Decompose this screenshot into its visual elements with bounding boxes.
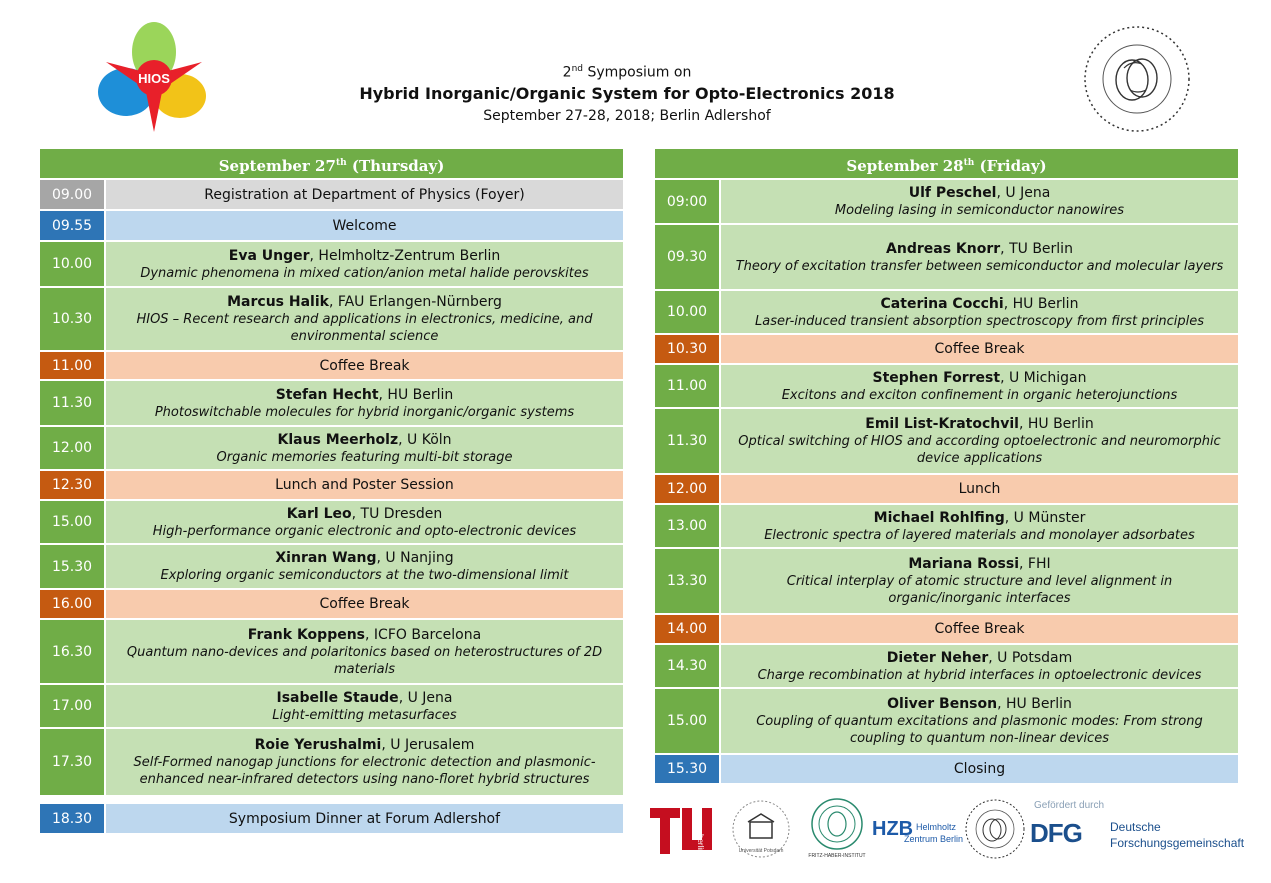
schedule-row: [655, 689, 1238, 753]
schedule-row: [655, 225, 1238, 289]
dfg-logo-sub1: Deutsche: [1110, 820, 1161, 834]
schedule-row: [40, 288, 623, 350]
session-label: Coffee Break: [721, 615, 1238, 643]
speaker-name: Mariana Rossi: [908, 556, 1020, 572]
schedule-row: [655, 505, 1238, 547]
speaker-name: Stefan Hecht: [275, 386, 379, 403]
schedule-row: [40, 180, 623, 209]
speaker: [735, 295, 1224, 313]
speaker-name: Karl Leo: [286, 505, 352, 522]
speaker: [120, 736, 609, 754]
humboldt-seal-small-icon: [964, 798, 1026, 860]
speaker-name: Emil List-Kratochvil: [865, 416, 1019, 432]
session-label: Welcome: [106, 211, 623, 240]
speaker-affiliation: , U Köln: [398, 431, 452, 448]
session-time: 15.30: [40, 545, 104, 588]
schedule-row: [40, 471, 623, 499]
talk-cell: [721, 689, 1238, 753]
speaker-affiliation: , FAU Erlangen-Nürnberg: [328, 294, 502, 310]
talk-title: Self-Formed nanogap junctions for electronic detection and plasmonic-enhanced near-infrared detectors using nano-floret hybrid structures: [133, 755, 596, 787]
speaker-affiliation: , HU Berlin: [378, 386, 454, 403]
speaker-affiliation: , ICFO Barcelona: [365, 626, 482, 643]
speaker-name: Andreas Knorr: [886, 240, 1001, 257]
dfg-funded-by: Gefördert durch: [1034, 800, 1105, 811]
humboldt-seal-icon: [1082, 24, 1192, 134]
session-time: 12.30: [40, 471, 104, 499]
speaker-affiliation: , U Münster: [1004, 509, 1086, 526]
speaker: [120, 247, 609, 265]
speaker: [120, 293, 609, 311]
talk-cell: [106, 620, 623, 683]
schedule-row: [655, 335, 1238, 363]
talk-cell: [106, 545, 623, 588]
schedule-row: [40, 352, 623, 379]
speaker-name: Marcus Halik: [227, 294, 329, 310]
speaker-name: Frank Koppens: [247, 626, 366, 643]
session-label: Coffee Break: [721, 335, 1238, 363]
talk-cell: [721, 645, 1238, 687]
symposium-title: Hybrid Inorganic/Organic System for Opto-Electronics 2018: [359, 83, 895, 103]
schedule-row: [40, 427, 623, 469]
session-time: 10.30: [40, 288, 104, 350]
speaker-name: Oliver Benson: [887, 696, 998, 712]
talk-cell: [106, 685, 623, 727]
schedule-row: [655, 365, 1238, 407]
session-time: 12.00: [40, 427, 104, 469]
talk-title: Excitons and exciton confinement in organic heterojunctions: [781, 387, 1178, 403]
potsdam-logo-text: Universität Potsdam: [738, 848, 784, 854]
session-time: 14.30: [655, 645, 719, 687]
schedule-row: [40, 211, 623, 240]
speaker-name: Caterina Cocchi: [880, 295, 1004, 312]
session-label: Lunch and Poster Session: [106, 471, 623, 499]
talk-cell: [721, 180, 1238, 223]
header-text: [320, 60, 934, 126]
talk-title: Light-emitting metasurfaces: [272, 707, 457, 723]
speaker-affiliation: , TU Berlin: [1000, 240, 1073, 257]
speaker-name: Stephen Forrest: [872, 369, 1001, 386]
session-time: 13.30: [655, 549, 719, 613]
session-time: 09.30: [655, 225, 719, 289]
talk-cell: [721, 409, 1238, 473]
talk-cell: [106, 288, 623, 350]
talk-title: Organic memories featuring multi-bit storage: [216, 449, 513, 465]
talk-cell: [106, 729, 623, 795]
session-time: 11.00: [655, 365, 719, 407]
sponsor-logos: [650, 796, 1250, 862]
speaker-name: Ulf Peschel: [908, 185, 997, 201]
schedule-row: [655, 409, 1238, 473]
session-time: 11.00: [40, 352, 104, 379]
speaker-affiliation: , HU Berlin: [1018, 416, 1094, 432]
talk-title: Dynamic phenomena in mixed cation/anion metal halide perovskites: [140, 265, 589, 281]
speaker: [120, 626, 609, 644]
talk-title: Modeling lasing in semiconductor nanowires: [834, 203, 1125, 218]
day-friday: [655, 149, 1238, 785]
session-time: 15.00: [655, 689, 719, 753]
schedule-row: [40, 590, 623, 618]
symposium-dates: September 27-28, 2018; Berlin Adlershof: [483, 107, 771, 124]
talk-title: Critical interplay of atomic structure and level alignment in organic/inorganic interfaces: [786, 574, 1173, 606]
session-time: 09.00: [40, 180, 104, 209]
day-thursday: [40, 149, 623, 835]
speaker: [735, 369, 1224, 387]
session-time: 16.30: [40, 620, 104, 683]
schedule-row: [655, 180, 1238, 223]
speaker: [120, 386, 609, 404]
speaker-name: Isabelle Staude: [276, 689, 399, 706]
speaker-affiliation: , U Jena: [398, 689, 453, 706]
speaker-affiliation: , U Nanjing: [376, 550, 454, 566]
session-label: Lunch: [721, 475, 1238, 503]
speaker-affiliation: , HU Berlin: [997, 696, 1072, 712]
speaker: [735, 415, 1224, 433]
session-time: 15.30: [655, 755, 719, 783]
schedule-row: [655, 615, 1238, 643]
talk-cell: [721, 365, 1238, 407]
talk-cell: [106, 381, 623, 425]
talk-title: Theory of excitation transfer between semiconductor and molecular layers: [735, 258, 1224, 274]
speaker: [120, 505, 609, 523]
speaker: [735, 695, 1224, 713]
speaker: [735, 649, 1224, 667]
speaker: [735, 184, 1224, 202]
talk-title: Electronic spectra of layered materials and monolayer adsorbates: [764, 527, 1195, 543]
speaker: [120, 549, 609, 567]
symposium-edition: 2nd Symposium on: [562, 64, 692, 81]
session-time: 09:00: [655, 180, 719, 223]
schedule-row: [40, 804, 623, 833]
speaker-affiliation: , FHI: [1019, 556, 1051, 572]
speaker-affiliation: , Helmholtz-Zentrum Berlin: [309, 247, 501, 264]
speaker-name: Eva Unger: [228, 247, 310, 264]
tu-berlin-logo-icon: [650, 804, 712, 856]
schedule-row: [40, 620, 623, 683]
talk-cell: [106, 242, 623, 286]
session-time: 13.00: [655, 505, 719, 547]
hios-logo-text: HIOS: [138, 71, 170, 86]
session-label: Coffee Break: [106, 352, 623, 379]
talk-cell: [721, 505, 1238, 547]
schedule-row: [655, 755, 1238, 783]
talk-title: High-performance organic electronic and opto-electronic devices: [152, 523, 577, 539]
speaker-name: Dieter Neher: [886, 649, 989, 666]
schedule-row: [40, 729, 623, 795]
session-time: 12.00: [655, 475, 719, 503]
talk-title: Laser-induced transient absorption spectroscopy from first principles: [754, 313, 1205, 329]
speaker-affiliation: , U Michigan: [1000, 369, 1087, 386]
schedule-row: [655, 549, 1238, 613]
speaker-name: Xinran Wang: [275, 550, 377, 566]
hzb-logo-sub1: Helmholtz: [916, 822, 957, 832]
hios-logo-icon: [96, 20, 212, 136]
schedule-row: [655, 645, 1238, 687]
session-time: 17.30: [40, 729, 104, 795]
talk-title: Photoswitchable molecules for hybrid inorganic/organic systems: [154, 404, 575, 420]
session-time: 15.00: [40, 501, 104, 543]
talk-cell: [106, 427, 623, 469]
session-time: 09.55: [40, 211, 104, 240]
speaker-affiliation: , HU Berlin: [1003, 295, 1079, 312]
dfg-logo-sub2: Forschungsgemeinschaft: [1110, 836, 1245, 850]
talk-title: Exploring organic semiconductors at the two-dimensional limit: [160, 568, 569, 583]
session-time: 18.30: [40, 804, 104, 833]
session-label: Symposium Dinner at Forum Adlershof: [106, 804, 623, 833]
schedule-row: [655, 475, 1238, 503]
session-time: 14.00: [655, 615, 719, 643]
session-time: 11.30: [40, 381, 104, 425]
session-time: 10.00: [40, 242, 104, 286]
talk-title: Charge recombination at hybrid interfaces in optoelectronic devices: [757, 667, 1202, 683]
session-time: 17.00: [40, 685, 104, 727]
dfg-logo: [1030, 800, 1250, 858]
session-time: 10.00: [655, 291, 719, 333]
talk-cell: [721, 291, 1238, 333]
header: [0, 0, 1271, 140]
talk-cell: [106, 501, 623, 543]
session-label: Closing: [721, 755, 1238, 783]
dfg-logo-main: DFG: [1030, 818, 1082, 848]
schedule-row: [40, 381, 623, 425]
fhi-logo-icon: [804, 796, 870, 860]
fhi-logo-text: FRITZ-HABER-INSTITUT: [808, 853, 866, 859]
speaker-affiliation: , U Potsdam: [988, 649, 1073, 666]
talk-title: Quantum nano-devices and polaritonics based on heterostructures of 2D materials: [126, 644, 603, 677]
hzb-logo: [872, 816, 964, 850]
talk-title: HIOS – Recent research and applications in electronics, medicine, and environmental science: [136, 312, 593, 344]
speaker-name: Michael Rohlfing: [873, 509, 1005, 526]
speaker: [735, 555, 1224, 573]
speaker-affiliation: , U Jena: [996, 185, 1051, 201]
potsdam-logo-icon: [730, 798, 792, 860]
schedule-row: [655, 291, 1238, 333]
speaker-affiliation: , TU Dresden: [351, 505, 443, 522]
day-title-thursday: September 27th (Thursday): [40, 149, 623, 178]
day-title-friday: September 28th (Friday): [655, 149, 1238, 178]
speaker: [120, 431, 609, 449]
speaker: [735, 509, 1224, 527]
schedule-row: [40, 501, 623, 543]
schedule-row: [40, 685, 623, 727]
session-time: 16.00: [40, 590, 104, 618]
talk-title: Coupling of quantum excitations and plasmonic modes: From strong coupling to quantum non-linear devices: [756, 714, 1203, 746]
session-time: 10.30: [655, 335, 719, 363]
schedule-row: [40, 545, 623, 588]
tu-berlin-logo-text: berlin: [696, 834, 705, 854]
session-label: Coffee Break: [106, 590, 623, 618]
hzb-logo-main: HZB: [872, 818, 914, 840]
talk-cell: [721, 549, 1238, 613]
session-label: Registration at Department of Physics (Foyer): [106, 180, 623, 209]
session-time: 11.30: [655, 409, 719, 473]
talk-title: Optical switching of HIOS and according optoelectronic and neuromorphic device applications: [738, 434, 1221, 466]
schedule-row: [40, 242, 623, 286]
speaker: [735, 240, 1224, 258]
speaker: [120, 689, 609, 707]
speaker-name: Roie Yerushalmi: [254, 737, 382, 753]
speaker-name: Klaus Meerholz: [277, 431, 399, 448]
hzb-logo-sub2: Zentrum Berlin: [904, 834, 964, 844]
speaker-affiliation: , U Jerusalem: [381, 737, 475, 753]
talk-cell: [721, 225, 1238, 289]
